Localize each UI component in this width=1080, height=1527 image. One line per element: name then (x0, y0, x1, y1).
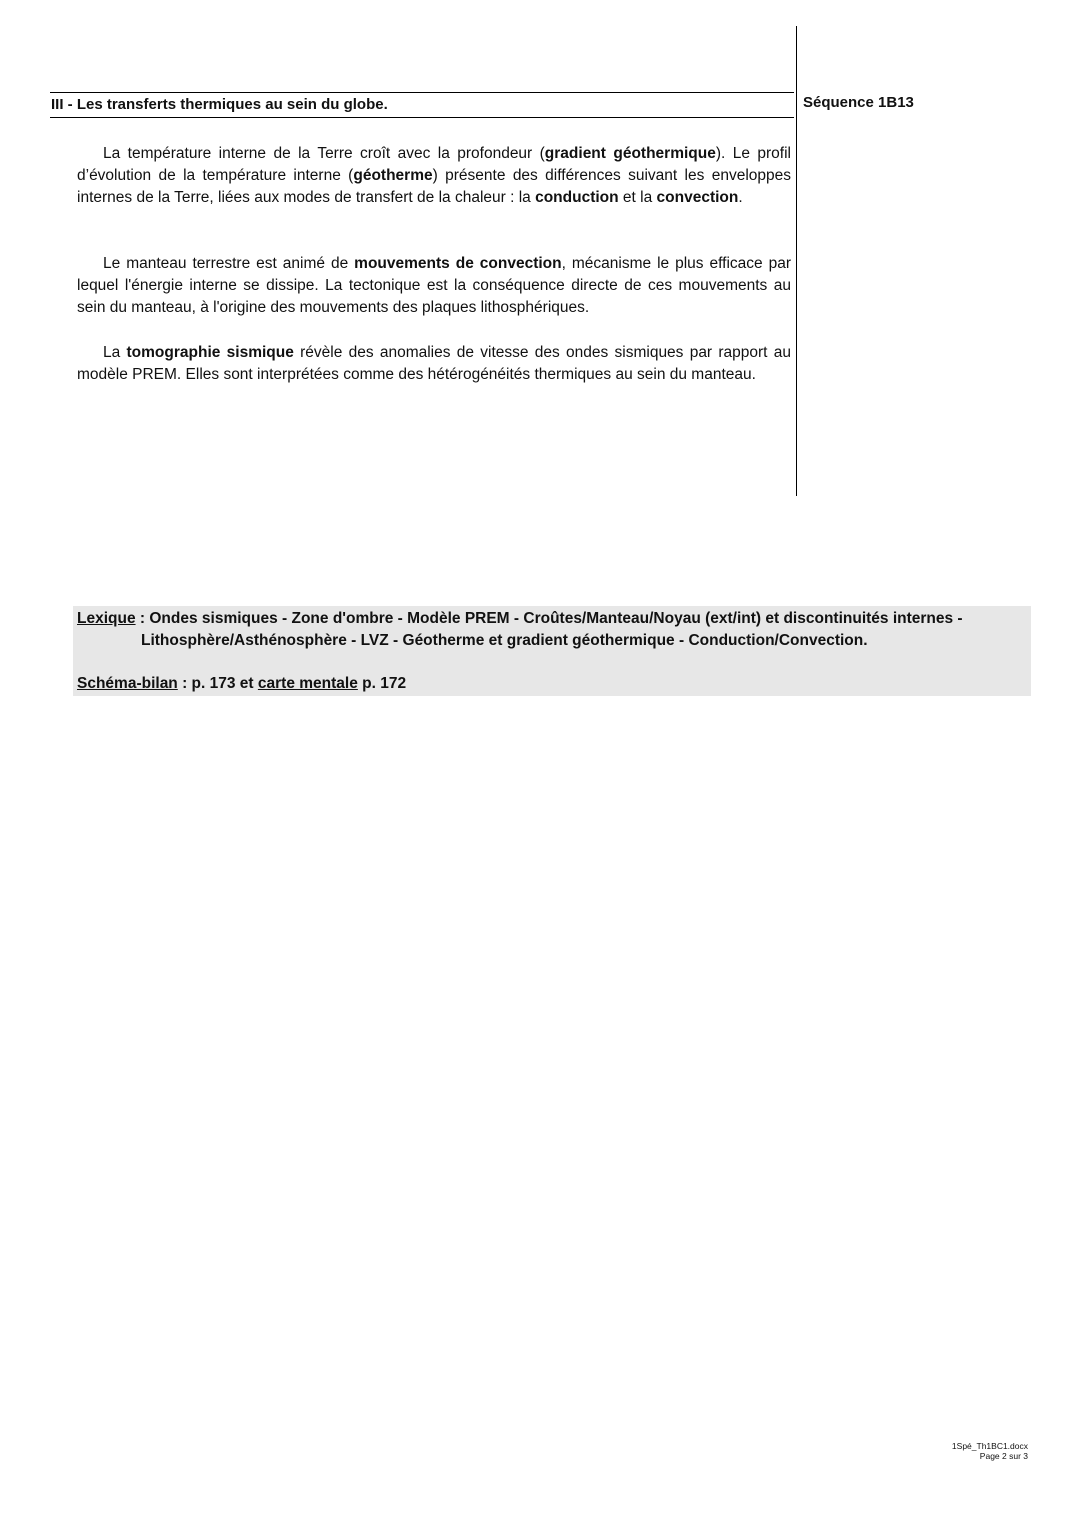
text-run: p. 172 (357, 675, 407, 692)
text-run: La température interne de la Terre croît avec la profondeur ( (103, 145, 545, 162)
paragraph-gradient (77, 143, 791, 210)
sequence-label: Séquence 1B13 (803, 94, 914, 111)
section-title: III - Les transferts thermiques au sein du globe. (51, 96, 388, 113)
text-run: ). Le profil d’évolution de la température interne ( (77, 145, 791, 185)
text-run: , mécanisme le plus efficace par lequel l'énergie interne se dissipe. La tectonique est la conséquence directe de ces mouvements au sein du manteau, à l'origine des mouvements des plaques lithosphériques. (77, 255, 792, 317)
schema-label: Schéma-bilan (77, 675, 178, 692)
lexique-line-1: Ondes sismiques - Zone d'ombre - Modèle PREM - Croûtes/Manteau/Noyau (ext/int) et discontinuités internes - (149, 610, 963, 627)
keyword: convection (656, 189, 739, 207)
keyword: gradient géothermique (544, 145, 716, 162)
text-run: Le manteau terrestre est animé de (103, 255, 355, 272)
text-run: La (103, 344, 127, 361)
lexique-text (77, 608, 1007, 652)
keyword: tomographie sismique (126, 344, 294, 361)
text-run: : (135, 610, 150, 627)
keyword: géotherme (353, 167, 433, 185)
vertical-margin-rule (796, 26, 797, 496)
page-footer (952, 1441, 1028, 1461)
schema-bilan-line (77, 675, 406, 693)
text-run: révèle des anomalies de vitesse des ondes sismiques par rapport au modèle PREM. Elles sont interprétées comme des hétérogénéités thermiques au sein du manteau. (77, 344, 791, 384)
section-top-rule (50, 92, 794, 93)
footer-filename: 1Spé_Th1BC1.docx (951, 1441, 1028, 1451)
text-run: ) présente des différences suivant les enveloppes internes de la Terre, liées aux modes de transfert de la chaleur : la (77, 167, 792, 207)
paragraph-tomography (77, 342, 791, 386)
lexique-line-2: Lithosphère/Asthénosphère - LVZ - Géotherme et gradient géothermique - Conduction/Convection. (141, 632, 868, 650)
section-bottom-rule (50, 117, 794, 118)
footer-page-number: Page 2 sur 3 (979, 1451, 1028, 1461)
lexique-label: Lexique (77, 610, 136, 627)
text-run: : p. 173 et (177, 675, 258, 692)
carte-mentale-ref: carte mentale (257, 675, 358, 692)
text-run: et la (618, 189, 657, 207)
text-run: . (738, 189, 743, 207)
paragraph-convection (77, 253, 791, 320)
keyword: conduction (535, 189, 619, 207)
keyword: mouvements de convection (354, 255, 562, 272)
